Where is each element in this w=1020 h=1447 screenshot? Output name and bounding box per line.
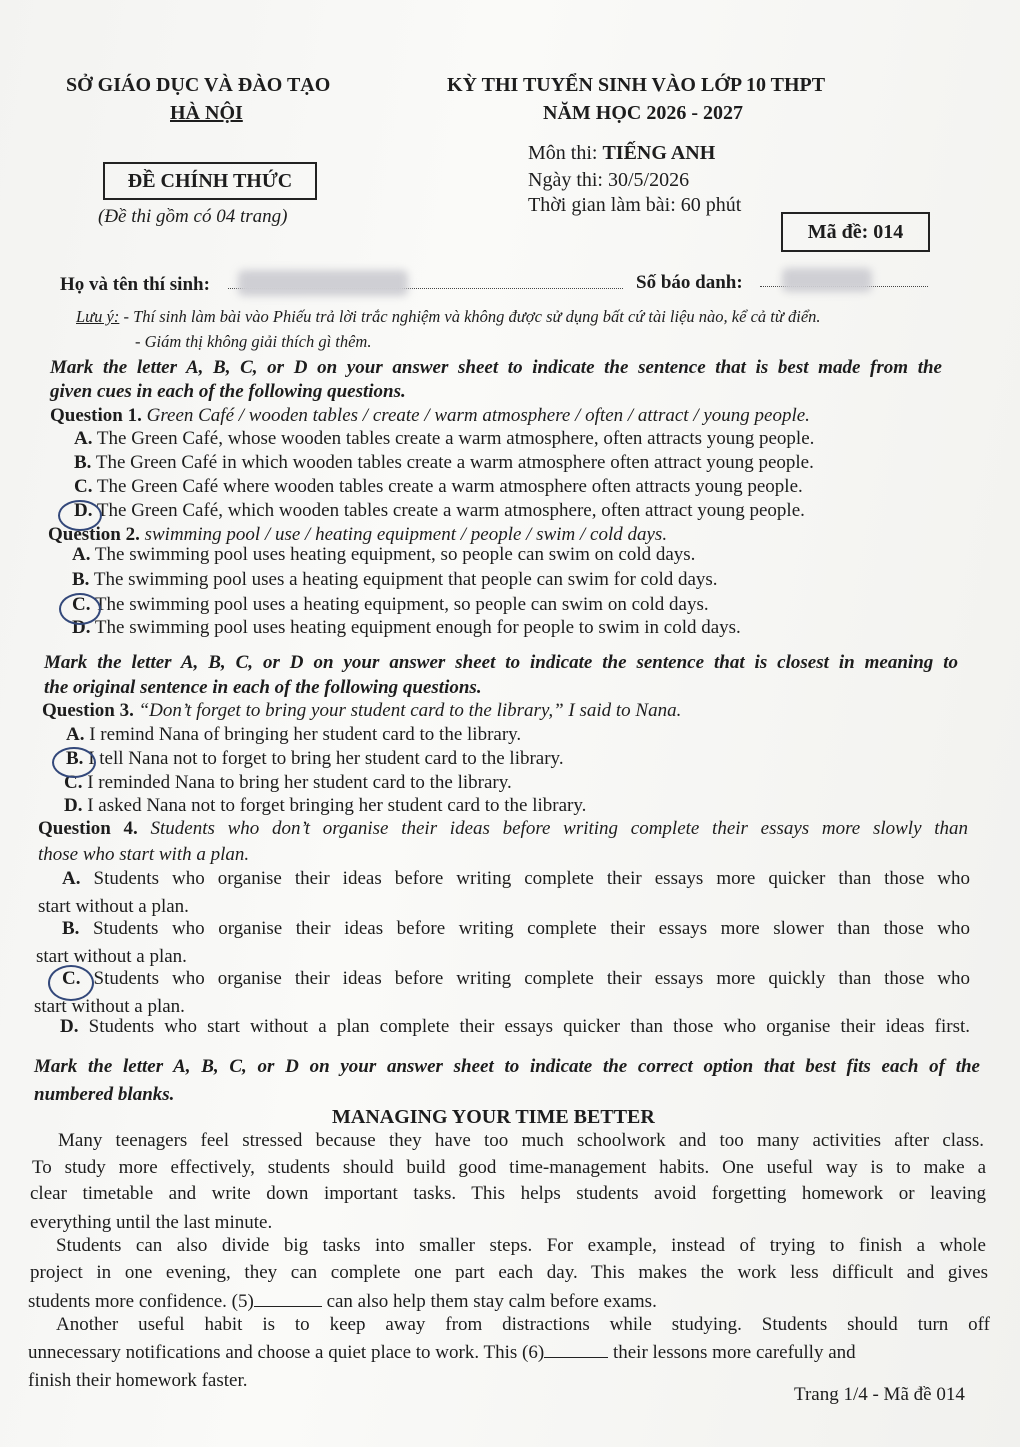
candidate-name-redacted xyxy=(238,270,408,296)
exam-duration: Thời gian làm bài: 60 phút xyxy=(528,194,742,216)
q2-option-c-text: The swimming pool uses a heating equipment, so people can swim on cold days. xyxy=(94,594,709,615)
q3-option-d[interactable] xyxy=(64,795,586,817)
q3-option-b[interactable] xyxy=(66,748,564,770)
q4-option-d-text: Students who start without a plan complete their essays quicker than those who organise their ideas first. xyxy=(88,1016,971,1037)
q4-option-c[interactable] xyxy=(62,968,970,990)
notes-line-2: - Giám thị không giải thích gì thêm. xyxy=(135,332,372,351)
q1-option-d[interactable] xyxy=(74,500,805,522)
passage-p2-line-1: Students can also divide big tasks into smaller steps. For example, instead of trying to finish a whole xyxy=(56,1235,986,1256)
section1-instruction-line-1: Mark the letter A, B, C, or D on your answer sheet to indicate the sentence that is best made from the xyxy=(50,357,942,378)
q3-option-c[interactable] xyxy=(64,772,512,794)
q4-option-b-letter: B. xyxy=(62,918,80,939)
q2-option-b-letter: B. xyxy=(72,569,90,590)
section3-instruction-line-2: numbered blanks. xyxy=(34,1084,175,1105)
passage-p3-line-1: Another useful habit is to keep away from distractions while studying. Students should turn off xyxy=(56,1314,990,1335)
passage-p2-blank-label: students more confidence. (5) xyxy=(28,1291,254,1312)
exam-title-line-1: KỲ THI TUYỂN SINH VÀO LỚP 10 THPT xyxy=(447,74,826,96)
q4-option-a-cont: start without a plan. xyxy=(38,896,189,917)
official-exam-box xyxy=(103,162,317,200)
exam-code-box xyxy=(781,212,930,252)
q4-option-c-cont: start without a plan. xyxy=(34,996,185,1017)
official-exam-label: ĐỀ CHÍNH THỨC xyxy=(127,169,293,192)
blank-5 xyxy=(254,1306,322,1307)
passage-p3-line-3: finish their homework faster. xyxy=(28,1370,248,1391)
passage-p3-line-2 xyxy=(28,1342,856,1364)
passage-p3-after-blank: their lessons more carefully and xyxy=(608,1342,856,1363)
subject-line xyxy=(528,142,715,165)
q4-option-b-text: Students who organise their ideas before writing complete their essays more slower than those who xyxy=(92,918,970,939)
q1-option-a-letter: A. xyxy=(74,428,93,449)
q3-option-c-letter: C. xyxy=(64,772,83,793)
question-3-label: Question 3. xyxy=(42,700,134,721)
question-4-label: Question 4. xyxy=(38,818,138,839)
q2-option-d-letter: D. xyxy=(72,617,91,638)
passage-p2-line-2: project in one evening, they can complete one part each day. This makes the work less difficult and gives xyxy=(30,1262,988,1283)
q3-option-b-letter: B. xyxy=(66,748,84,769)
q3-option-d-letter: D. xyxy=(64,795,83,816)
pages-note: (Đề thi gồm có 04 trang) xyxy=(98,206,288,227)
q2-option-a-text: The swimming pool uses heating equipment, so people can swim on cold days. xyxy=(94,544,696,565)
passage-p1-line-2: To study more effectively, students should build good time-management habits. One useful way is to make a xyxy=(32,1157,986,1178)
q4-option-a[interactable] xyxy=(62,868,970,890)
candidate-id-label: Số báo danh: xyxy=(636,272,743,293)
q3-option-a-letter: A. xyxy=(66,724,85,745)
q2-option-d-text: The swimming pool uses heating equipment enough for people to swim in cold days. xyxy=(94,617,741,638)
q2-option-c[interactable] xyxy=(72,594,709,616)
question-4-text-1: Students who don’t organise their ideas before writing complete their essays more slowly than xyxy=(137,818,968,839)
passage-p2-line-3 xyxy=(28,1291,657,1313)
q2-option-c-letter: C. xyxy=(72,594,91,615)
section3-instruction-line-1: Mark the letter A, B, C, or D on your answer sheet to indicate the correct option that best fits each of the xyxy=(34,1056,980,1077)
q4-option-a-text: Students who organise their ideas before writing complete their essays more quicker than those who xyxy=(93,868,971,889)
notes-label: Lưu ý: xyxy=(76,307,120,326)
blank-6 xyxy=(544,1357,608,1358)
passage-p3-blank-label: unnecessary notifications and choose a quiet place to work. This (6) xyxy=(28,1342,545,1363)
passage-p1-line-4: everything until the last minute. xyxy=(30,1212,273,1233)
q1-option-d-text: The Green Café, which wooden tables create a warm atmosphere, often attract young people. xyxy=(96,500,805,521)
passage-p1-line-1: Many teenagers feel stressed because they have too much schoolwork and too many activities after class. xyxy=(58,1130,984,1151)
exam-title-line-2: NĂM HỌC 2026 - 2027 xyxy=(543,102,743,124)
q2-option-b[interactable] xyxy=(72,569,718,591)
passage-title: MANAGING YOUR TIME BETTER xyxy=(332,1106,655,1128)
notes-text-1: - Thí sinh làm bài vào Phiếu trả lời trắc nghiệm và không được sử dụng bất cứ tài liệu nào, kể cả từ điển. xyxy=(119,307,821,326)
question-1-label: Question 1. xyxy=(50,405,142,426)
exam-code: Mã đề: 014 xyxy=(807,220,904,243)
section2-instruction-line-1: Mark the letter A, B, C, or D on your answer sheet to indicate the sentence that is closest in meaning to xyxy=(44,652,958,673)
q3-option-a[interactable] xyxy=(66,724,521,746)
notes-line-1 xyxy=(76,307,821,327)
q4-option-d-letter: D. xyxy=(60,1016,79,1037)
passage-p1-line-3: clear timetable and write down important tasks. This helps students avoid forgetting homework or leaving xyxy=(30,1183,986,1204)
section1-instruction-line-2: given cues in each of the following questions. xyxy=(50,381,406,402)
q1-option-c-letter: C. xyxy=(74,476,93,497)
q4-option-b-cont: start without a plan. xyxy=(36,946,187,967)
department-line-1: SỞ GIÁO DỤC VÀ ĐÀO TẠO xyxy=(66,74,331,96)
passage-p2-after-blank: can also help them stay calm before exams. xyxy=(321,1291,657,1312)
q1-option-b[interactable] xyxy=(74,452,814,474)
question-4-line-2: those who start with a plan. xyxy=(38,844,250,865)
q1-option-a-text: The Green Café, whose wooden tables create a warm atmosphere, often attracts young people. xyxy=(96,428,815,449)
q2-option-d[interactable] xyxy=(72,617,741,639)
answer-circle-q4 xyxy=(48,965,94,1001)
answer-circle-q2 xyxy=(59,593,101,625)
q4-option-b[interactable] xyxy=(62,918,970,940)
section2-instruction-line-2: the original sentence in each of the following questions. xyxy=(44,677,482,698)
q1-option-b-letter: B. xyxy=(74,452,92,473)
question-3-text: “Don’t forget to bring your student card to the library,” I said to Nana. xyxy=(133,700,682,721)
question-1-text: Green Café / wooden tables / create / warm atmosphere / often / attract / young people. xyxy=(141,405,810,426)
q1-option-c[interactable] xyxy=(74,476,803,498)
department-line-2: HÀ NỘI xyxy=(170,102,243,124)
exam-date: Ngày thi: 30/5/2026 xyxy=(528,169,690,191)
candidate-id-redacted xyxy=(782,268,872,292)
question-1 xyxy=(50,405,810,427)
question-2 xyxy=(48,524,667,546)
answer-circle-q3 xyxy=(52,747,96,778)
question-4-line-1 xyxy=(38,818,968,840)
q3-option-d-text: I asked Nana not to forget bringing her student card to the library. xyxy=(87,795,587,816)
q1-option-b-text: The Green Café in which wooden tables create a warm atmosphere often attract young people. xyxy=(95,452,814,473)
q3-option-c-text: I reminded Nana to bring her student card to the library. xyxy=(87,772,512,793)
q2-option-b-text: The swimming pool uses a heating equipment that people can swim for cold days. xyxy=(93,569,718,590)
q4-option-c-letter: C. xyxy=(62,968,81,989)
q2-option-a-letter: A. xyxy=(72,544,91,565)
subject-label: Môn thi: xyxy=(528,142,603,164)
q4-option-d[interactable] xyxy=(60,1016,970,1038)
q4-option-c-text: Students who organise their ideas before writing complete their essays more quickly than those who xyxy=(93,968,971,989)
subject-value: TIẾNG ANH xyxy=(602,142,716,164)
q1-option-c-text: The Green Café where wooden tables create a warm atmosphere often attracts young people. xyxy=(96,476,803,497)
question-2-label: Question 2. xyxy=(48,524,140,545)
q3-option-a-text: I remind Nana of bringing her student card to the library. xyxy=(89,724,522,745)
q1-option-d-letter: D. xyxy=(74,500,93,521)
q4-option-a-letter: A. xyxy=(62,868,81,889)
q2-option-a[interactable] xyxy=(72,544,695,566)
candidate-name-label: Họ và tên thí sinh: xyxy=(60,274,210,295)
page-footer: Trang 1/4 - Mã đề 014 xyxy=(794,1384,965,1405)
question-3 xyxy=(42,700,681,722)
question-2-text: swimming pool / use / heating equipment / people / swim / cold days. xyxy=(139,524,668,545)
q1-option-a[interactable] xyxy=(74,428,814,450)
q3-option-b-text: I tell Nana not to forget to bring her student card to the library. xyxy=(88,748,564,769)
